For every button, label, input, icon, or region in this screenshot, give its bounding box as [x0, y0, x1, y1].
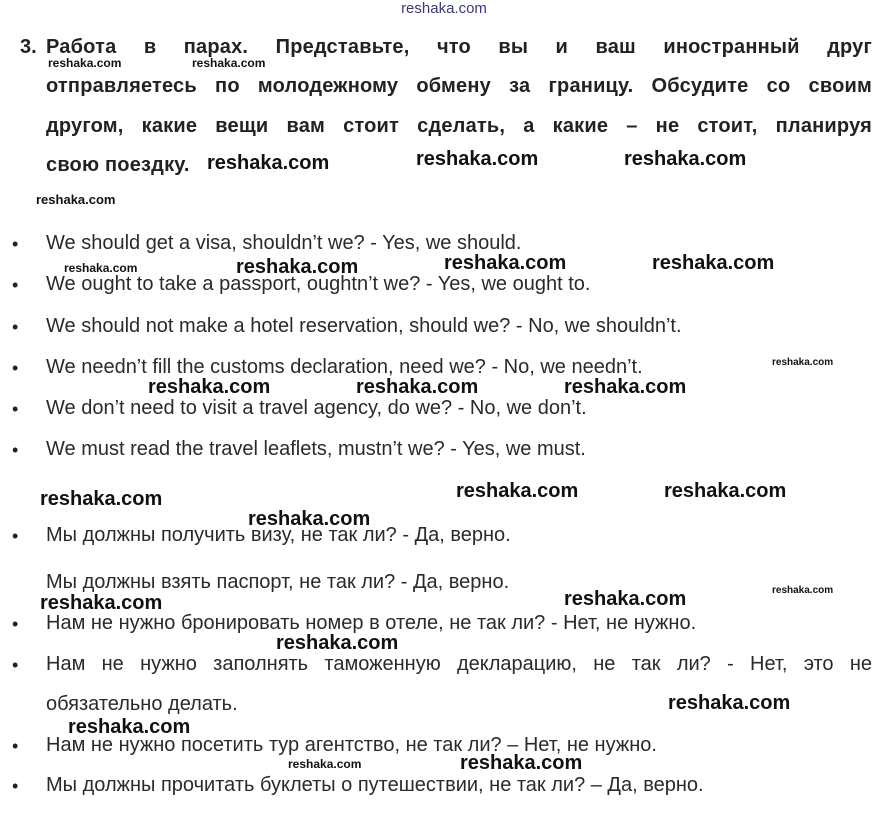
russian-item-1: Мы должны получить визу, не так ли? - Да, верно.: [46, 524, 511, 546]
bullet-marker: •: [12, 234, 19, 254]
bullet-marker: •: [12, 614, 19, 634]
watermark: reshaka.com: [564, 376, 687, 398]
bullet-marker: •: [12, 317, 19, 337]
watermark: reshaka.com: [48, 56, 122, 70]
bullet-marker: •: [12, 776, 19, 796]
task-text-line-4: свою поездку.: [46, 154, 190, 176]
watermark: reshaka.com: [356, 376, 479, 398]
task-text-line-2: отправляетесь по молодежному обмену за границу. Обсудите со своим: [46, 75, 872, 97]
english-item-1: We should get a visa, shouldn’t we? - Yes, we should.: [46, 232, 522, 254]
english-item-4: We needn’t fill the customs declaration, need we? - No, we needn’t.: [46, 356, 643, 378]
watermark: reshaka.com: [236, 256, 359, 278]
russian-item-6: Мы должны прочитать буклеты о путешествии, не так ли? – Да, верно.: [46, 774, 704, 796]
bullet-marker: •: [12, 440, 19, 460]
russian-item-5: Нам не нужно посетить тур агентство, не так ли? – Нет, не нужно.: [46, 734, 657, 756]
watermark: reshaka.com: [444, 252, 567, 274]
watermark: reshaka.com: [276, 632, 399, 654]
watermark: reshaka.com: [36, 192, 116, 207]
russian-item-4-continuation: обязательно делать.: [46, 693, 238, 715]
watermark: reshaka.com: [68, 716, 191, 738]
watermark: reshaka.com: [564, 588, 687, 610]
english-item-2: We ought to take a passport, oughtn’t we? - Yes, we ought to.: [46, 273, 591, 295]
site-header-watermark: reshaka.com: [401, 0, 487, 17]
watermark: reshaka.com: [652, 252, 775, 274]
bullet-marker: •: [12, 358, 19, 378]
watermark: reshaka.com: [40, 488, 163, 510]
watermark: reshaka.com: [288, 757, 362, 771]
bullet-marker: •: [12, 399, 19, 419]
english-item-3: We should not make a hotel reservation, should we? - No, we shouldn’t.: [46, 315, 682, 337]
watermark: reshaka.com: [624, 148, 747, 170]
task-number: 3.: [20, 36, 37, 58]
bullet-marker: •: [12, 655, 19, 675]
watermark: reshaka.com: [664, 480, 787, 502]
watermark: reshaka.com: [456, 480, 579, 502]
russian-item-3: Нам не нужно бронировать номер в отеле, не так ли? - Нет, не нужно.: [46, 612, 697, 634]
watermark: reshaka.com: [207, 152, 330, 174]
task-text-line-3: другом, какие вещи вам стоит сделать, а какие – не стоит, планируя: [46, 115, 872, 137]
english-item-6: We must read the travel leaflets, mustn’t we? - Yes, we must.: [46, 438, 586, 460]
watermark: reshaka.com: [668, 692, 791, 714]
russian-item-2: Мы должны взять паспорт, не так ли? - Да, верно.: [46, 571, 510, 593]
watermark: reshaka.com: [192, 56, 266, 70]
watermark: reshaka.com: [416, 148, 539, 170]
task-text-line-1: Работа в парах. Представьте, что вы и ваш иностранный друг: [46, 36, 872, 58]
watermark: reshaka.com: [64, 261, 138, 275]
bullet-marker: •: [12, 526, 19, 546]
watermark: reshaka.com: [460, 752, 583, 774]
watermark: reshaka.com: [772, 357, 834, 368]
watermark: reshaka.com: [772, 585, 834, 596]
english-item-5: We don’t need to visit a travel agency, do we? - No, we don’t.: [46, 397, 587, 419]
bullet-marker: •: [12, 275, 19, 295]
watermark: reshaka.com: [148, 376, 271, 398]
watermark: reshaka.com: [40, 592, 163, 614]
bullet-marker: •: [12, 736, 19, 756]
watermark: reshaka.com: [248, 508, 371, 530]
russian-item-4: Нам не нужно заполнять таможенную декларацию, не так ли? - Нет, это не: [46, 653, 872, 675]
